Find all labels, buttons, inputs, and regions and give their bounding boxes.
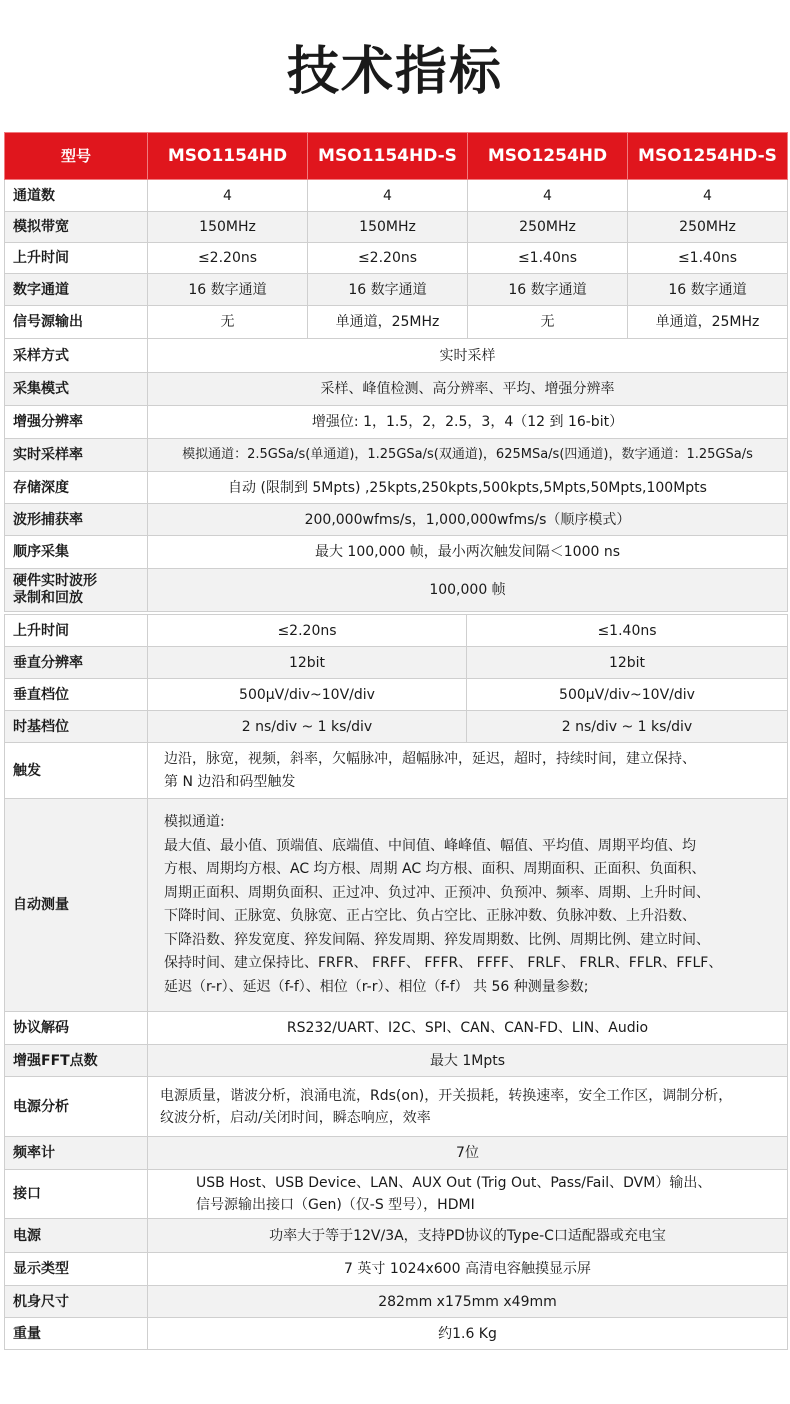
row-value: 实时采样 (148, 339, 788, 373)
row-label: 采集模式 (5, 373, 148, 406)
row-value: 模拟通道: 最大值、最小值、顶端值、底端值、中间值、峰峰值、幅值、平均值、周期平均值、均 方根、周期均方根、AC 均方根、周期 AC 均方根、面积、周期面积、正面积、负面积、 周期正面积、周期负面积、正过冲、负过冲、正预冲、负预冲、频率、周期、上升时间、 下降时间、正脉宽、负脉宽、正占空比、负占空比、正脉冲数、负脉冲数、上升沿数、 下降沿数、猝发宽度、猝发间隔、猝发周期、猝发周期数、比例、周期比例、建立时间、 保持时间、建立保持比、FRFR、 FRFF、 FFFR、 FFFF、 FRLF、 FRLR、FFLR、FFLF、 延迟（r-r）、延迟（f-f）、相位（r-r）、相位（f-f） 共 56 种测量参数; (148, 799, 788, 1012)
row-value: 功率大于等于12V/3A，支持PD协议的Type-C口适配器或充电宝 (148, 1219, 788, 1253)
row-value: 单通道，25MHz (308, 306, 468, 339)
row-value: 250MHz (468, 212, 628, 243)
row-value: 2 ns/div ~ 1 ks/div (467, 711, 788, 743)
row-label: 时基档位 (5, 711, 148, 743)
spec-row (5, 615, 788, 647)
row-value: 150MHz (308, 212, 468, 243)
row-value: RS232/UART、I2C、SPI、CAN、CAN-FD、LIN、Audio (148, 1012, 788, 1045)
row-value: 500μV/div~10V/div (148, 679, 467, 711)
row-value: 7位 (148, 1137, 788, 1170)
spec-row (5, 504, 788, 536)
model-name: MSO1254HD (468, 133, 628, 180)
row-value: 采样、峰值检测、高分辨率、平均、增强分辨率 (148, 373, 788, 406)
row-label: 接口 (5, 1170, 148, 1219)
spec-row (5, 1318, 788, 1350)
row-value: 282mm x175mm x49mm (148, 1286, 788, 1318)
row-value: 电源质量，谐波分析，浪涌电流，Rds(on)，开关损耗，转换速率，安全工作区，调制分析， 纹波分析，启动/关闭时间，瞬态响应，效率 (148, 1077, 788, 1137)
row-value: 增强位: 1，1.5，2，2.5，3，4（12 到 16-bit） (148, 406, 788, 439)
spec-row (5, 439, 788, 472)
spec-row (5, 472, 788, 504)
row-label: 实时采样率 (5, 439, 148, 472)
row-label: 上升时间 (5, 243, 148, 274)
row-value: 4 (148, 180, 308, 212)
header-row (5, 133, 788, 180)
row-label: 垂直档位 (5, 679, 148, 711)
spec-row (5, 1170, 788, 1219)
spec-row (5, 1012, 788, 1045)
row-label: 显示类型 (5, 1253, 148, 1286)
row-value: 2 ns/div ~ 1 ks/div (148, 711, 467, 743)
row-value: 无 (148, 306, 308, 339)
row-value: 单通道，25MHz (628, 306, 788, 339)
spec-row (5, 569, 788, 612)
row-value: USB Host、USB Device、LAN、AUX Out (Trig Out、Pass/Fail、DVM）输出、 信号源输出接口（Gen)（仅-S 型号），HDMI (148, 1170, 788, 1219)
row-value: 12bit (467, 647, 788, 679)
spec-row (5, 274, 788, 306)
spec-row (5, 1286, 788, 1318)
row-value: 7 英寸 1024x600 高清电容触摸显示屏 (148, 1253, 788, 1286)
spec-row (5, 1077, 788, 1137)
row-label: 垂直分辨率 (5, 647, 148, 679)
row-value: 16 数字通道 (148, 274, 308, 306)
row-value: 自动 (限制到 5Mpts) ,25kpts,250kpts,500kpts,5Mpts,50Mpts,100Mpts (148, 472, 788, 504)
row-label: 触发 (5, 743, 148, 799)
spec-row (5, 711, 788, 743)
row-value: 模拟通道：2.5GSa/s(单通道)，1.25GSa/s(双通道)，625MSa/s(四通道)，数字通道：1.25GSa/s (148, 439, 788, 472)
row-value: 约1.6 Kg (148, 1318, 788, 1350)
row-value: ≤1.40ns (468, 243, 628, 274)
row-label: 硬件实时波形 录制和回放 (5, 569, 148, 612)
row-value: 边沿，脉宽，视频，斜率，欠幅脉冲，超幅脉冲，延迟，超时，持续时间，建立保持、 第 N 边沿和码型触发 (148, 743, 788, 799)
spec-table-lower (4, 742, 788, 1350)
row-value: 250MHz (628, 212, 788, 243)
row-label: 电源分析 (5, 1077, 148, 1137)
row-value: 最大 100,000 帧，最小两次触发间隔＜1000 ns (148, 536, 788, 569)
row-value: 最大 1Mpts (148, 1045, 788, 1077)
spec-row (5, 180, 788, 212)
spec-row (5, 1253, 788, 1286)
row-value: 4 (308, 180, 468, 212)
spec-row (5, 743, 788, 799)
spec-row (5, 536, 788, 569)
row-label: 自动测量 (5, 799, 148, 1012)
row-label: 增强FFT点数 (5, 1045, 148, 1077)
header-label: 型号 (5, 133, 148, 180)
row-value: 4 (628, 180, 788, 212)
spec-row (5, 647, 788, 679)
row-value: 4 (468, 180, 628, 212)
model-name: MSO1154HD-S (308, 133, 468, 180)
row-value: 16 数字通道 (628, 274, 788, 306)
row-label: 重量 (5, 1318, 148, 1350)
row-value: 16 数字通道 (308, 274, 468, 306)
row-label: 顺序采集 (5, 536, 148, 569)
row-value: 12bit (148, 647, 467, 679)
spec-row (5, 679, 788, 711)
row-value: ≤2.20ns (148, 243, 308, 274)
model-name: MSO1154HD (148, 133, 308, 180)
row-label: 通道数 (5, 180, 148, 212)
row-value: 150MHz (148, 212, 308, 243)
row-label: 采样方式 (5, 339, 148, 373)
spec-row (5, 406, 788, 439)
row-value: 200,000wfms/s，1,000,000wfms/s（顺序模式） (148, 504, 788, 536)
row-label: 数字通道 (5, 274, 148, 306)
row-label: 频率计 (5, 1137, 148, 1170)
row-value: 500μV/div~10V/div (467, 679, 788, 711)
spec-row (5, 373, 788, 406)
row-label: 波形捕获率 (5, 504, 148, 536)
row-label: 电源 (5, 1219, 148, 1253)
row-value: ≤2.20ns (308, 243, 468, 274)
row-value: ≤1.40ns (467, 615, 788, 647)
spec-row (5, 339, 788, 373)
row-value: ≤2.20ns (148, 615, 467, 647)
row-value: ≤1.40ns (628, 243, 788, 274)
row-label: 存储深度 (5, 472, 148, 504)
spec-row (5, 243, 788, 274)
spec-row (5, 1045, 788, 1077)
spec-row (5, 1219, 788, 1253)
row-label: 模拟带宽 (5, 212, 148, 243)
spec-row (5, 306, 788, 339)
spec-table-split (4, 614, 788, 743)
row-value: 16 数字通道 (468, 274, 628, 306)
spec-row (5, 212, 788, 243)
row-label: 上升时间 (5, 615, 148, 647)
row-label: 增强分辨率 (5, 406, 148, 439)
model-name: MSO1254HD-S (628, 133, 788, 180)
spec-row (5, 799, 788, 1012)
row-value: 无 (468, 306, 628, 339)
spec-row (5, 1137, 788, 1170)
row-label: 信号源输出 (5, 306, 148, 339)
row-label: 机身尺寸 (5, 1286, 148, 1318)
page-title: 技术指标 (286, 41, 503, 102)
spec-table (4, 132, 788, 612)
row-label: 协议解码 (5, 1012, 148, 1045)
row-value: 100,000 帧 (148, 569, 788, 612)
